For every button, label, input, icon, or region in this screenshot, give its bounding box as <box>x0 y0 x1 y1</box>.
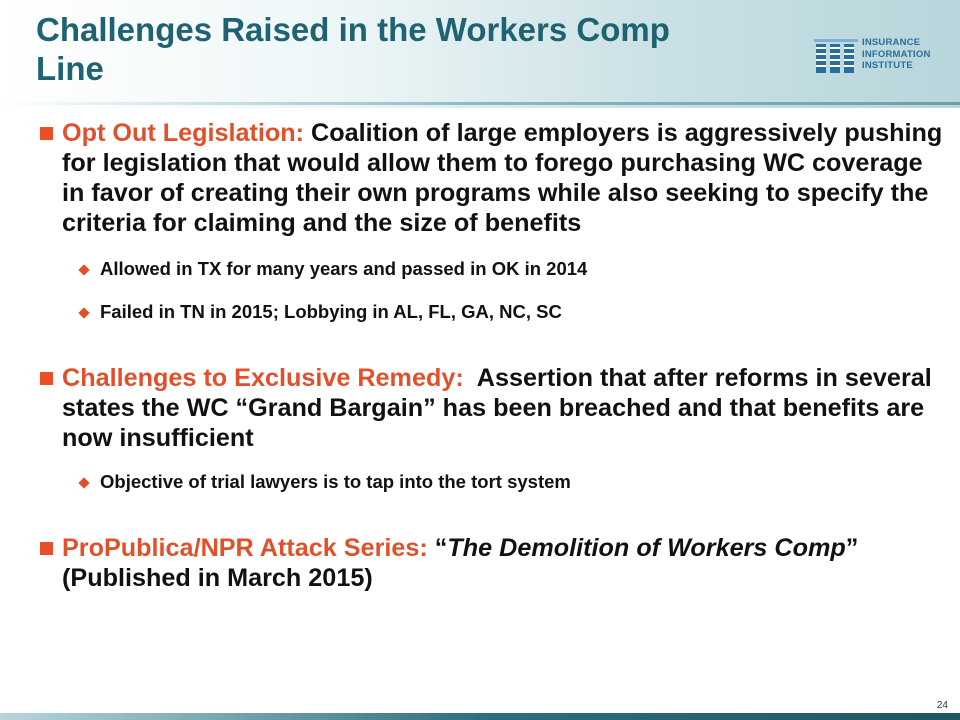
sub-bullet <box>40 300 950 324</box>
insurance-information-institute-logo <box>814 32 954 76</box>
bullet-heading: ProPublica/NPR Attack Series: <box>62 534 428 562</box>
bullet-propublica-npr <box>40 533 950 593</box>
square-bullet-icon <box>40 127 53 140</box>
bullet-text: Coalition of large employers is aggressively pushing for legislation that would allow them to forego purchasing WC coverage in favor of creating their own programs while also seeking to specify the criteria for claiming and the size of benefits <box>62 119 943 237</box>
slide-body <box>40 118 950 593</box>
logo-wordmark <box>862 37 931 72</box>
slide-title: Challenges Raised in the Workers Comp Line <box>36 11 670 87</box>
sub-bullet-text: Objective of trial lawyers is to tap into the tort system <box>100 471 571 492</box>
iii-logo-icon <box>814 35 858 73</box>
square-bullet-icon <box>40 542 53 555</box>
diamond-bullet-icon <box>78 307 89 318</box>
bullet-heading: Opt Out Legislation: <box>62 119 305 147</box>
logo-line-1: INSURANCE <box>862 37 921 48</box>
sub-bullet-text: Failed in TN in 2015; Lobbying in AL, FL, GA, NC, SC <box>100 301 562 322</box>
bullet-opt-out-legislation <box>40 118 950 238</box>
logo-line-3: INSTITUTE <box>862 60 913 71</box>
page-number: 24 <box>936 700 948 711</box>
sub-bullet <box>40 470 950 494</box>
bullet-text-close: ” (Published in March 2015) <box>62 534 859 592</box>
header-divider <box>0 102 960 105</box>
bullet-text-italic: The Demolition of Workers Comp <box>447 534 846 562</box>
square-bullet-icon <box>40 372 53 385</box>
sub-bullet-text: Allowed in TX for many years and passed in OK in 2014 <box>100 258 588 279</box>
diamond-bullet-icon <box>78 264 89 275</box>
bullet-text-open: “ <box>427 534 448 562</box>
bullet-text: Assertion that after reforms in several states the WC “Grand Bargain” has been breached and that benefits are now insufficient <box>62 364 939 452</box>
footer-bar <box>0 713 960 720</box>
diamond-bullet-icon <box>78 477 89 488</box>
bullet-heading: Challenges to Exclusive Remedy: <box>62 364 464 392</box>
logo-line-2: INFORMATION <box>862 48 931 60</box>
sub-bullet <box>40 257 950 281</box>
bullet-exclusive-remedy <box>40 363 950 453</box>
